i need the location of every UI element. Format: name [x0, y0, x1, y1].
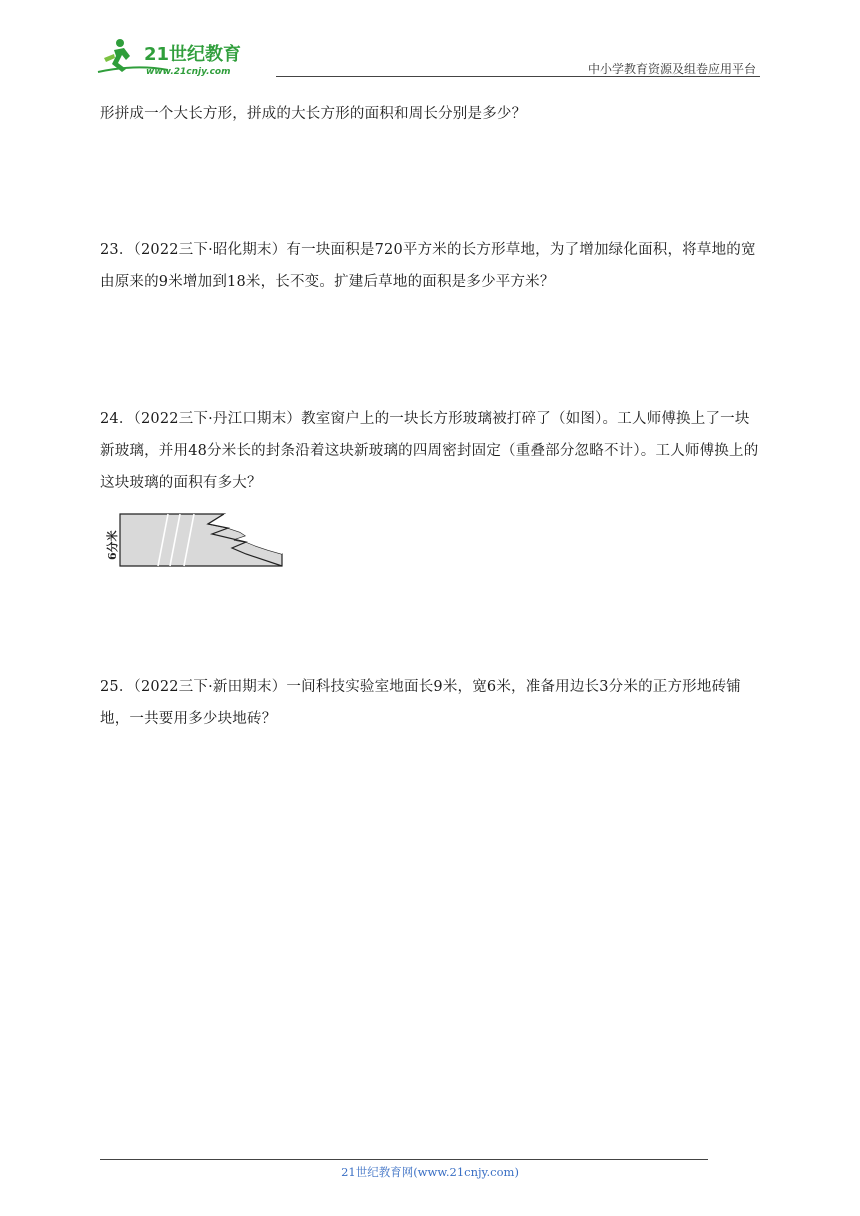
logo-21cnjy	[96, 36, 256, 80]
logo-text: 21世纪教育	[144, 44, 242, 65]
question-22-continued: 形拼成一个大长方形，拼成的大长方形的面积和周长分别是多少？	[100, 106, 527, 122]
question-23: 23．（2022三下·昭化期末）有一块面积是720平方米的长方形草地，为了增加绿化面积，将草地的宽由原来的9米增加到18米，长不变。扩建后草地的面积是多少平方米？	[100, 242, 756, 290]
header-rule	[276, 76, 760, 77]
side-length-label: 6分米	[106, 530, 119, 560]
footer-rule	[100, 1159, 708, 1160]
platform-title: 中小学教育资源及组卷应用平台	[587, 62, 756, 76]
footer-text: 21世纪教育网(www.21cnjy.com)	[341, 1165, 519, 1179]
question-25: 25．（2022三下·新田期末）一间科技实验室地面长9米，宽6米，准备用边长3分米的正方形地砖铺地，一共要用多少块地砖？	[100, 679, 741, 727]
question-24: 24．（2022三下·丹江口期末）教室窗户上的一块长方形玻璃被打碎了（如图）。工人师傅换上了一块新玻璃，并用48分米长的封条沿着这块新玻璃的四周密封固定（重叠部分忽略不计）。工人师傅换上的这块玻璃的面积有多大？	[100, 411, 759, 491]
logo-url: www.21cnjy.com	[146, 67, 231, 77]
page-header	[96, 36, 760, 80]
broken-glass-figure	[96, 508, 296, 574]
